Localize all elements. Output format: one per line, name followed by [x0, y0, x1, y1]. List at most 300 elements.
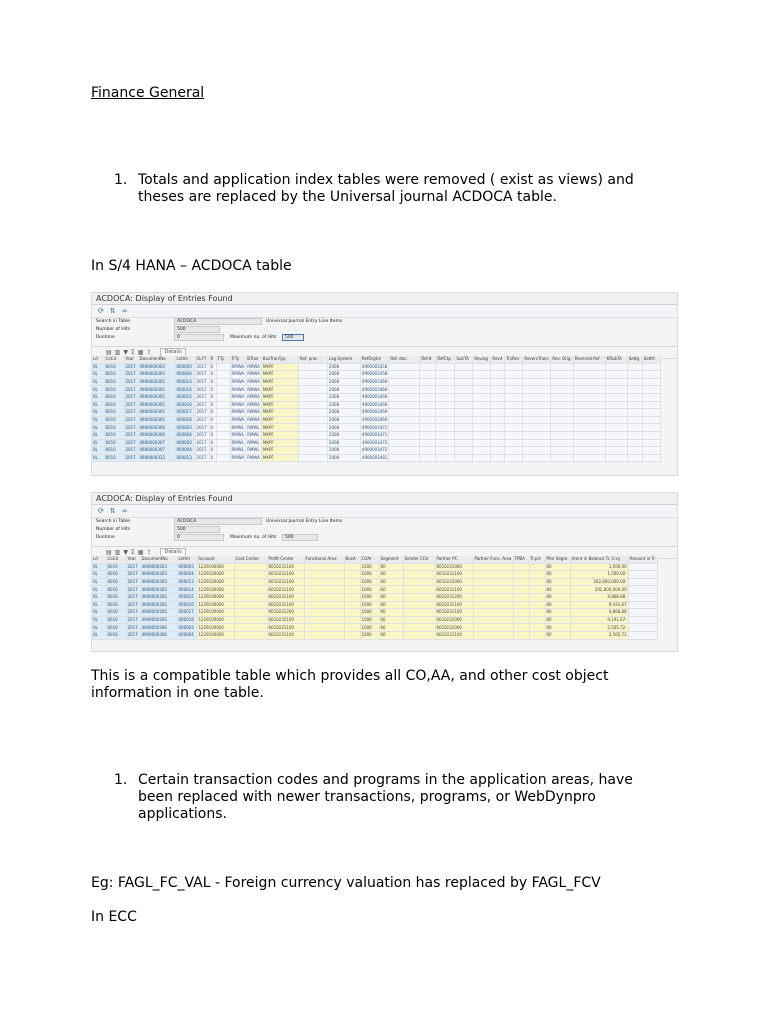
table-cell: 0	[209, 386, 216, 394]
table-row[interactable]	[92, 571, 657, 579]
table-cell	[389, 439, 420, 447]
column-header[interactable]: TTy	[216, 356, 230, 363]
column-header[interactable]: Amount in Tr	[628, 556, 657, 563]
table-cell: 4900003471	[361, 424, 388, 430]
table-row[interactable]	[92, 386, 660, 394]
table-row[interactable]	[92, 363, 660, 371]
column-header[interactable]: Year	[126, 556, 140, 563]
table-cell	[420, 439, 436, 447]
table-cell: 0L	[92, 609, 106, 617]
column-header[interactable]: Functional Area	[304, 556, 344, 563]
table-cell	[642, 439, 660, 447]
table-cell	[551, 378, 573, 386]
table-cell	[473, 447, 491, 455]
table-cell	[234, 631, 267, 639]
table-cell	[523, 447, 551, 455]
list-text: Certain transaction codes and programs in the application areas, have been replaced with newer transactions, programs, or WebDynpro applications.	[138, 772, 633, 822]
table-cell: 2008	[327, 409, 360, 417]
table-row[interactable]	[92, 409, 660, 417]
column-header[interactable]: Segment	[379, 556, 403, 563]
table-cell	[344, 563, 360, 571]
table-cell	[389, 447, 420, 455]
table-row[interactable]	[92, 616, 657, 624]
column-header[interactable]: Ptnr Segm.	[546, 556, 569, 562]
column-header[interactable]: BusA	[344, 556, 360, 563]
table-cell	[505, 378, 523, 386]
table-cell: 1000	[360, 616, 379, 624]
table-cell: 2008	[327, 439, 360, 447]
table-row[interactable]	[92, 439, 660, 447]
table-cell	[389, 386, 420, 394]
layout-icon[interactable]: ▦	[137, 349, 144, 356]
table-cell	[436, 409, 455, 417]
table-cell	[573, 401, 605, 409]
table-cell: 0	[209, 393, 216, 401]
table-cell	[298, 447, 327, 455]
column-header[interactable]: Reving	[473, 356, 491, 363]
table-cell: MKPF	[261, 386, 298, 394]
table-cell: RMWL	[247, 447, 260, 453]
table-cell: 6010	[104, 424, 124, 432]
table-cell	[628, 593, 657, 601]
table-cell	[628, 609, 657, 617]
table-cell	[298, 409, 327, 417]
hits-field: 500	[174, 526, 220, 533]
table-cell	[344, 609, 360, 617]
table-cell	[403, 624, 435, 632]
table-row[interactable]	[92, 431, 660, 439]
table-cell: 0	[209, 416, 216, 424]
table-cell	[491, 401, 505, 409]
table-cell	[455, 416, 473, 424]
column-header[interactable]: Year	[124, 356, 138, 363]
column-header[interactable]: COAr	[360, 556, 379, 563]
table-cell	[455, 363, 473, 371]
column-header[interactable]: Tr.prt	[529, 556, 545, 563]
table-cell	[628, 601, 657, 609]
table-cell: MKPF	[261, 431, 298, 439]
table-cell: 6010231100	[267, 578, 304, 586]
table-cell	[436, 386, 455, 394]
sort-asc-icon[interactable]: ▤	[106, 549, 112, 556]
table-cell: 2017	[124, 409, 138, 417]
table-cell: 6010221100	[435, 631, 473, 639]
table-row[interactable]	[92, 601, 657, 609]
table-cell	[605, 393, 627, 401]
compatible-table-paragraph: This is a compatible table which provides all CO,AA, and other cost object information in one table.	[91, 668, 609, 701]
table-cell: 1229100000	[197, 578, 234, 586]
column-header[interactable]: BTran	[246, 356, 262, 363]
column-header[interactable]: DocumentNo	[138, 356, 175, 363]
table-cell	[642, 401, 660, 409]
column-header[interactable]: Revd	[491, 356, 505, 363]
refresh-icon[interactable]: ⟳	[98, 307, 104, 315]
column-header[interactable]: SubTA	[455, 356, 473, 363]
column-header[interactable]: Ref. proc.	[298, 356, 327, 363]
table-cell: 2017	[195, 409, 209, 417]
table-cell: 6010231100	[267, 601, 304, 609]
table-cell: 6010	[106, 593, 126, 601]
table-row[interactable]	[92, 593, 657, 601]
table-cell	[505, 386, 523, 394]
table-cell	[628, 586, 657, 594]
table-cell	[298, 378, 327, 386]
table-cell	[344, 631, 360, 639]
filter-funnel-icon[interactable]: ▼	[123, 349, 128, 356]
details-button[interactable]: Details	[160, 348, 185, 357]
table-cell	[642, 371, 660, 379]
table-cell: 2017	[195, 401, 209, 409]
table-cell	[551, 447, 573, 455]
table-cell	[491, 416, 505, 424]
table-row[interactable]	[92, 454, 660, 462]
table-cell: RMWA	[247, 379, 260, 385]
table-cell	[389, 416, 420, 424]
table-cell: 4,868.88-	[570, 593, 628, 601]
table-cell	[389, 393, 420, 401]
column-header[interactable]: DocumentNo	[140, 556, 177, 563]
column-header[interactable]: KRubTA	[605, 356, 627, 363]
glasses-icon[interactable]: ∞	[121, 507, 128, 515]
table-cell: 6010231100	[267, 563, 304, 571]
table-cell	[344, 601, 360, 609]
table-cell	[627, 409, 642, 417]
table-cell: 60	[545, 609, 570, 617]
table-cell: 9,191.67	[570, 601, 628, 609]
table-cell	[298, 371, 327, 379]
table-cell: 2017	[124, 378, 138, 386]
table-row[interactable]	[92, 578, 657, 586]
filter-icon[interactable]: ⇅	[109, 507, 116, 515]
column-header[interactable]: Ld	[92, 356, 104, 363]
table-cell	[455, 401, 473, 409]
table-cell	[403, 586, 435, 594]
table-cell	[605, 386, 627, 394]
sort-desc-icon[interactable]: ▥	[114, 549, 121, 556]
table-cell: 0	[209, 454, 216, 462]
column-header[interactable]: CoCd	[106, 556, 126, 563]
table-header-row	[92, 556, 657, 563]
table-cell: 2017	[195, 424, 209, 432]
table-cell	[389, 363, 420, 371]
table-cell	[473, 378, 491, 386]
table-cell	[573, 378, 605, 386]
table-row[interactable]	[92, 447, 660, 455]
sort-asc-icon[interactable]: ▤	[106, 349, 112, 356]
table-row[interactable]	[92, 393, 660, 401]
table-cell: 6010	[104, 409, 124, 417]
table-cell	[628, 578, 657, 586]
filter-icon[interactable]: ⇅	[109, 307, 116, 315]
table-cell	[304, 578, 344, 586]
column-header[interactable]: CLFY	[195, 356, 209, 363]
table-cell	[436, 447, 455, 455]
table-cell: 2017	[195, 371, 209, 379]
table-cell: 0L	[92, 624, 106, 632]
table-cell: MKPF	[261, 393, 298, 401]
table-cell: 4900003472	[361, 447, 388, 453]
table-cell: 4900003469	[361, 409, 388, 415]
table-cell	[491, 378, 505, 386]
table-cell: 000017	[175, 409, 195, 417]
table-cell	[344, 624, 360, 632]
table-cell: 0L	[92, 401, 104, 409]
table-cell	[436, 439, 455, 447]
table-cell	[642, 424, 660, 432]
table-cell: RMWA	[247, 409, 260, 415]
table-cell	[505, 363, 523, 371]
table-cell: 0L	[92, 601, 106, 609]
table-cell: 2017	[124, 363, 138, 371]
search-label: Search in Table	[96, 519, 131, 524]
table-cell	[642, 431, 660, 439]
table-cell	[628, 624, 657, 632]
table-cell: 1,500.00-	[570, 571, 628, 579]
table-cell: 6010231100	[435, 601, 473, 609]
table-row[interactable]	[92, 416, 660, 424]
column-header[interactable]: R	[209, 356, 216, 363]
table-row[interactable]	[92, 609, 657, 617]
table-cell	[473, 401, 491, 409]
table-cell	[473, 371, 491, 379]
table-cell	[627, 431, 642, 439]
table-row[interactable]	[92, 586, 657, 594]
table-cell	[505, 371, 523, 379]
table-cell	[473, 409, 491, 417]
column-header[interactable]: Rev. Orig.	[552, 356, 572, 362]
table-cell: 2008	[327, 424, 360, 432]
table-cell: 4900003458	[361, 371, 388, 377]
table-cell	[473, 571, 513, 579]
table-cell: 60	[545, 563, 570, 571]
runtime-field: 0	[174, 334, 224, 341]
table-cell: 1000	[360, 563, 379, 571]
table-cell: 6010231100	[435, 609, 473, 617]
table-cell: 4900000303	[138, 371, 175, 379]
search-field[interactable]: ACDOCA	[174, 318, 262, 325]
toolbar	[92, 505, 677, 518]
table-cell	[389, 409, 420, 417]
table-cell: 2008	[327, 454, 360, 462]
table-cell	[455, 454, 473, 462]
table-cell: 60	[545, 571, 570, 579]
table-cell: 4900003481	[361, 455, 388, 461]
table-cell	[304, 631, 344, 639]
column-header[interactable]: CoCd	[104, 356, 124, 363]
table-cell: 0	[209, 439, 216, 447]
column-header[interactable]: TrsRev	[505, 356, 523, 363]
table-cell	[529, 563, 545, 571]
table-cell	[551, 424, 573, 432]
table-row[interactable]	[92, 563, 657, 571]
table-cell	[389, 378, 420, 386]
details-button[interactable]: Details	[160, 548, 185, 557]
table-cell: 0L	[92, 409, 104, 417]
table-cell	[455, 424, 473, 432]
table-cell: RMWA	[231, 455, 245, 461]
table-cell: 2017	[195, 439, 209, 447]
table-cell: 000013	[177, 578, 197, 586]
sum-icon[interactable]: Σ	[130, 549, 135, 556]
table-cell: 4900003471	[361, 432, 388, 438]
table-cell: 2017	[195, 447, 209, 455]
glasses-icon[interactable]: ∞	[121, 307, 128, 315]
column-header[interactable]: Reversal Ref.	[573, 356, 605, 363]
table-cell: 1000	[360, 586, 379, 594]
table-cell	[523, 371, 551, 379]
table-cell	[436, 416, 455, 424]
column-header[interactable]: TrTy	[230, 356, 246, 363]
column-header[interactable]: Cost Center	[234, 556, 267, 563]
export-icon[interactable]: ⇪	[146, 549, 152, 556]
table-cell: 6010232100	[267, 616, 304, 624]
table-cell	[529, 616, 545, 624]
table-cell	[513, 631, 529, 639]
column-header[interactable]: Account	[197, 556, 234, 563]
table-cell	[628, 616, 657, 624]
table-cell	[234, 624, 267, 632]
table-cell: 6010	[104, 416, 124, 424]
table-cell	[605, 439, 627, 447]
table-cell: RMWA	[247, 363, 260, 369]
table-cell	[455, 447, 473, 455]
table-cell: 0	[209, 409, 216, 417]
table-cell	[551, 431, 573, 439]
table-cell	[216, 439, 230, 447]
table-cell	[298, 424, 327, 432]
table-cell	[216, 454, 230, 462]
table-cell: MKPF	[261, 378, 298, 386]
column-header[interactable]: TPBA	[513, 556, 529, 563]
table-cell	[234, 563, 267, 571]
table-row[interactable]	[92, 624, 657, 632]
table-cell: 4900000305	[138, 409, 175, 417]
table-cell: 60	[379, 586, 403, 594]
column-header[interactable]: Log.System	[327, 356, 360, 363]
layout-icon[interactable]: ▦	[137, 549, 144, 556]
list-text: Totals and application index tables were removed ( exist as views) and theses are replaced by the Universal journal ACDOCA table.	[138, 172, 634, 205]
screenshot-title: ACDOCA: Display of Entries Found	[92, 293, 677, 305]
column-header[interactable]: Partner Func. Area	[474, 556, 512, 562]
column-header[interactable]: Profit Center	[267, 556, 304, 563]
table-cell	[529, 624, 545, 632]
search-field[interactable]: ACDOCA	[174, 518, 262, 525]
max-hits-label: Maximum no. of Hits	[230, 535, 277, 540]
table-cell: 2017	[124, 393, 138, 401]
table-cell	[529, 609, 545, 617]
export-icon[interactable]: ⇪	[146, 349, 152, 356]
column-header[interactable]: Sender CCtr	[403, 556, 435, 563]
table-cell	[473, 631, 513, 639]
table-cell: RMWA	[247, 386, 260, 392]
table-cell: 6010231000	[435, 578, 473, 586]
refresh-icon[interactable]: ⟳	[98, 507, 104, 515]
table-cell	[551, 363, 573, 371]
table-cell: RMWA	[247, 401, 260, 407]
table-cell: 2017	[195, 416, 209, 424]
column-header[interactable]: Settg	[627, 356, 642, 363]
table-cell: 0L	[92, 593, 106, 601]
column-header[interactable]: Ref. doc.	[389, 356, 420, 363]
table-cell: 2017	[195, 386, 209, 394]
table-cell: 2008	[327, 393, 360, 401]
table-cell: 60	[379, 631, 403, 639]
column-header[interactable]: RefCtp	[436, 356, 455, 363]
column-header[interactable]: Amnt in Balance Tr. Crcy	[570, 556, 628, 563]
table-cell	[304, 593, 344, 601]
screenshot-title: ACDOCA: Display of Entries Found	[92, 493, 677, 505]
filter-funnel-icon[interactable]: ▼	[123, 549, 128, 556]
table-cell	[344, 616, 360, 624]
table-row[interactable]	[92, 631, 657, 639]
table-cell: 4900000305	[138, 386, 175, 394]
table-cell	[505, 447, 523, 455]
table-cell	[298, 431, 327, 439]
table-row[interactable]	[92, 401, 660, 409]
column-header[interactable]: Partner PC	[435, 556, 473, 563]
table-cell	[455, 378, 473, 386]
sort-desc-icon[interactable]: ▥	[114, 349, 121, 356]
table-cell: 000018	[175, 416, 195, 424]
table-cell	[628, 631, 657, 639]
table-cell: 4900000303	[140, 563, 177, 571]
column-header[interactable]: ReversTrans	[523, 356, 551, 363]
table-cell	[473, 416, 491, 424]
table-cell	[505, 424, 523, 432]
table-cell	[573, 371, 605, 379]
table-cell: 60	[545, 578, 570, 586]
table-cell	[573, 409, 605, 417]
table-cell	[216, 401, 230, 409]
table-cell	[420, 454, 436, 462]
table-cell: RMWL	[231, 432, 244, 438]
table-cell: 4900000305	[140, 609, 177, 617]
table-row[interactable]	[92, 424, 660, 432]
table-cell: 60	[545, 601, 570, 609]
table-cell: 2017	[195, 431, 209, 439]
column-header[interactable]: LnItm	[175, 356, 195, 363]
table-cell: 4900003472	[361, 439, 388, 445]
column-header[interactable]: LnItm	[177, 556, 197, 563]
table-cell: 2017	[126, 563, 140, 571]
table-cell	[627, 371, 642, 379]
max-hits-field[interactable]: 500	[282, 534, 318, 541]
table-cell	[573, 424, 605, 432]
table-row[interactable]	[92, 371, 660, 379]
table-cell	[234, 586, 267, 594]
table-cell	[436, 371, 455, 379]
table-row[interactable]	[92, 378, 660, 386]
sum-icon[interactable]: Σ	[130, 349, 135, 356]
column-header[interactable]: Setttl	[642, 356, 660, 363]
table-cell	[298, 393, 327, 401]
column-header[interactable]: Ld	[92, 556, 106, 563]
column-header[interactable]: BusTranTyp	[261, 356, 298, 363]
table-cell: 6010231100	[435, 571, 473, 579]
table-cell	[627, 386, 642, 394]
column-header[interactable]: RefOrgUn	[360, 356, 388, 363]
column-header[interactable]: Ref.It	[420, 356, 436, 363]
table-cell	[473, 439, 491, 447]
table-cell: 4900000303	[138, 363, 175, 371]
table-cell: 000015	[175, 393, 195, 401]
table-cell: RMWA	[231, 409, 245, 415]
table-cell: 2017	[124, 371, 138, 379]
table-cell: 0L	[92, 363, 104, 371]
table-cell	[513, 586, 529, 594]
table-cell: 0L	[92, 378, 104, 386]
max-hits-field[interactable]: 500	[282, 334, 304, 341]
